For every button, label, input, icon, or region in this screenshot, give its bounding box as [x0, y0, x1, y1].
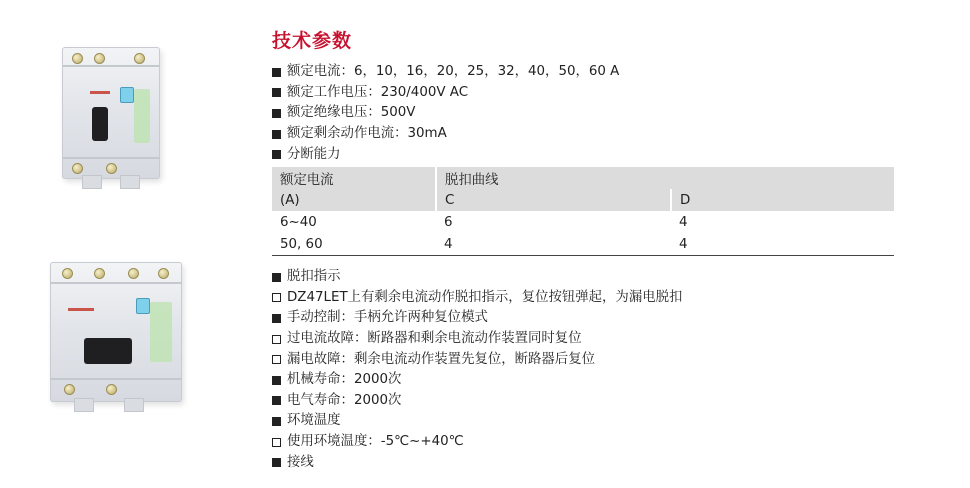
bullet-square-icon: [272, 88, 281, 97]
product-image-1p-n-rcbo: [62, 47, 160, 179]
feature-text: 脱扣指示: [287, 269, 341, 285]
table-row: [272, 233, 894, 256]
bullet-square-icon: [272, 109, 281, 118]
bullet-open-square-icon: [272, 438, 281, 447]
cell-curve-d: 4: [671, 233, 894, 256]
feature-trip-indication: [272, 267, 912, 288]
feature-text: 环境温度: [287, 413, 341, 429]
param-text: 额定剩余动作电流：30mA: [287, 126, 447, 142]
bullet-square-icon: [272, 314, 281, 323]
feature-residual-trip-indicator: [272, 288, 912, 309]
feature-text: 手动控制：手柄允许两种复位模式: [287, 310, 488, 326]
param-breaking-capacity: [272, 144, 912, 165]
cell-curve-d: 4: [679, 214, 688, 230]
param-insulation-voltage: [272, 103, 912, 124]
feature-text: 电气寿命：2000次: [287, 392, 402, 408]
feature-text: DZ47LET上有剩余电流动作脱扣指示，复位按钮弹起，为漏电脱扣: [287, 289, 683, 305]
subheader-curve-d: D: [671, 189, 894, 211]
bullet-square-icon: [272, 273, 281, 282]
feature-text: 使用环境温度：-5℃~+40℃: [287, 434, 464, 450]
cell-current: 6~40: [280, 214, 317, 230]
feature-overcurrent-fault: [272, 329, 912, 350]
feature-list: [272, 267, 912, 473]
bullet-square-icon: [272, 396, 281, 405]
bullet-square-icon: [272, 417, 281, 426]
table-header-row: [272, 167, 894, 189]
table-row: [272, 211, 894, 233]
feature-ambient-temperature: [272, 411, 912, 432]
feature-wiring: [272, 452, 912, 473]
feature-text: 机械寿命：2000次: [287, 372, 402, 388]
bullet-square-icon: [272, 130, 281, 139]
bullet-square-icon: [272, 376, 281, 385]
cell-current: 50, 60: [272, 233, 436, 256]
feature-electrical-life: [272, 391, 912, 412]
param-text: 额定工作电压：230/400V AC: [287, 84, 469, 100]
bullet-open-square-icon: [272, 355, 281, 364]
breaking-capacity-table: [272, 167, 894, 256]
header-rated-current: 额定电流: [272, 167, 436, 189]
feature-operating-temperature: [272, 432, 912, 453]
param-rated-voltage: [272, 83, 912, 104]
table-subheader-row: [272, 189, 894, 211]
product-images: [0, 0, 260, 488]
feature-manual-control: [272, 308, 912, 329]
subheader-unit: (A): [272, 189, 436, 211]
subheader-curve-c: C: [436, 189, 671, 211]
param-text: 额定电流：6，10，16，20，25，32，40，50，60 A: [287, 64, 620, 80]
cell-curve-c: 4: [436, 233, 671, 256]
header-trip-curve: 脱扣曲线: [436, 167, 894, 189]
param-residual-current: [272, 124, 912, 145]
param-text: 额定绝缘电压：500V: [287, 105, 416, 121]
param-list: [272, 62, 912, 165]
cell-curve-c: 6: [444, 214, 453, 230]
feature-text: 过电流故障：断路器和剩余电流动作装置同时复位: [287, 331, 582, 347]
feature-leakage-fault: [272, 349, 912, 370]
param-rated-current: [272, 62, 912, 83]
bullet-open-square-icon: [272, 293, 281, 302]
bullet-square-icon: [272, 458, 281, 467]
feature-mechanical-life: [272, 370, 912, 391]
param-text: 分断能力: [287, 146, 341, 162]
feature-text: 漏电故障：剩余电流动作装置先复位，断路器后复位: [287, 351, 595, 367]
product-image-2p-rcbo: [50, 262, 182, 402]
bullet-square-icon: [272, 150, 281, 159]
feature-text: 接线: [287, 454, 314, 470]
bullet-square-icon: [272, 68, 281, 77]
bullet-open-square-icon: [272, 335, 281, 344]
section-title: 技术参数: [272, 30, 353, 52]
